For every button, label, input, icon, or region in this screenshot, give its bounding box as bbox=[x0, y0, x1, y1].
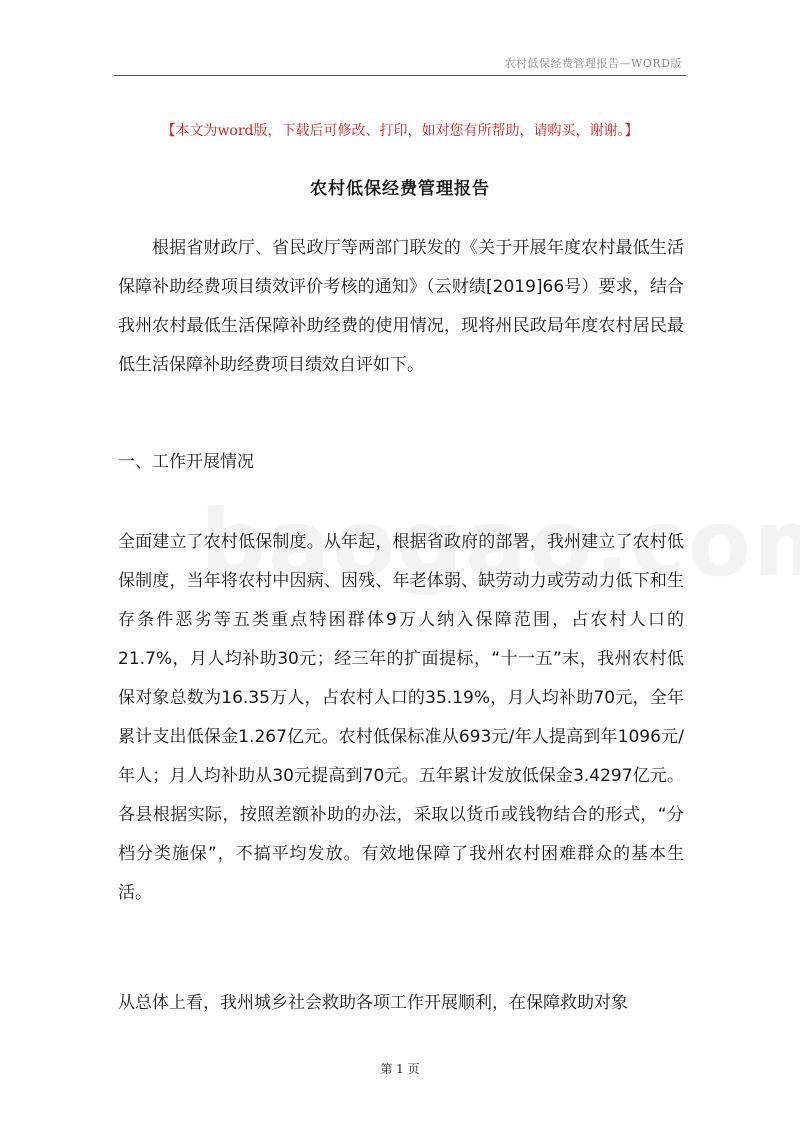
continuation-paragraph: 从总体上看，我州城乡社会救助各项工作开展顺利，在保障救助对象 bbox=[118, 993, 628, 1013]
watermark bbox=[200, 490, 800, 597]
page-number: 第 1 页 bbox=[380, 1062, 420, 1076]
section-heading: 一、工作开展情况 bbox=[118, 452, 254, 472]
intro-paragraph: 根据省财政厅、省民政厅等两部门联发的《关于开展年度农村最低生活保障补助经费项目绩效评价考核的通知》（云财绩[2019]66号）要求，结合我州农村最低生活保障补助经费的使用情况，现将州民政局年度农村居民最低生活保障补助经费项目绩效自评如下。 bbox=[118, 238, 684, 375]
header-divider bbox=[114, 75, 686, 76]
download-notice: 【本文为word版，下载后可修改、打印，如对您有所帮助，请购买，谢谢。】 bbox=[161, 123, 639, 139]
document-title: 农村低保经费管理报告 bbox=[310, 179, 490, 199]
section-paragraph: 全面建立了农村低保制度。从年起，根据省政府的部署，我州建立了农村低保制度，当年将农村中因病、因残、年老体弱、缺劳动力或劳动力低下和生存条件恶劣等五类重点特困群体9万人纳入保障范围，占农村人口的21.7%，月人均补助30元；经三年的扩面提标，“十一五”末，我州农村低保对象总数为16.35万人，占农村人口的35.19%，月人均补助70元，全年累计支出低保金1.267亿元。农村低保标准从693元/年人提高到年1096元/年人；月人均补助从30元提高到70元。五年累计发放低保金3.4297亿元。各县根据实际，按照差额补助的办法，采取以货币或钱物结合的形式，“分档分类施保”，不搞平均发放。有效地保障了我州农村困难群众的基本生活。 bbox=[118, 532, 684, 903]
running-header: 农村低保经费管理报告—WORD版 bbox=[504, 57, 682, 70]
